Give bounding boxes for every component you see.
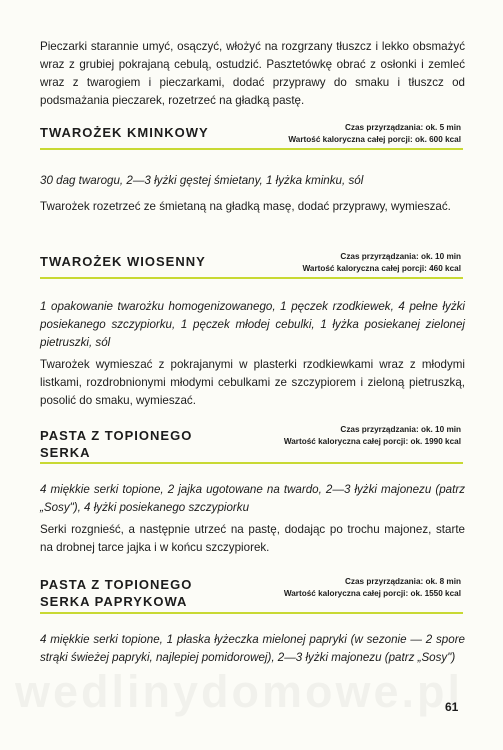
recipe-title-pasta-z-topionego-serka-paprykowa: [40, 576, 192, 610]
recipe-title-line: SERKA: [40, 445, 91, 460]
calories: Wartość kaloryczna całej porcji: ok. 1550 kcal: [283, 589, 461, 598]
ingredients: 4 miękkie serki topione, 2 jajka ugotowane na twardo, 2—3 łyżki majonezu (patrz „Sosy"), 4 łyżki posiekanego szczypiorku: [40, 483, 465, 514]
method: Serki rozgnieść, a następnie utrzeć na pastę, dodając po trochu majonez, starte na drobnej tarce jajka i w końcu szczypiorek.: [40, 523, 465, 554]
method: Twarożek rozetrzeć ze śmietaną na gładką masę, dodać przyprawy, wymieszać.: [40, 200, 451, 213]
recipe-title-line: PASTA Z TOPIONEGO: [40, 577, 193, 592]
ingredients: 30 dag twarogu, 2—3 łyżki gęstej śmietany, 1 łyżka kminku, sól: [40, 174, 364, 187]
calories: Wartość kaloryczna całej porcji: 460 kcal: [302, 264, 461, 273]
recipe-meta: [302, 251, 461, 275]
recipe-title-line: PASTA Z TOPIONEGO: [40, 428, 193, 443]
recipe-title-twarozek-kminkowy: TWAROŻEK KMINKOWY: [40, 125, 209, 140]
ingredients: 4 miękkie serki topione, 1 płaska łyżeczka mielonej papryki (w sezonie — 2 spore strąki świeżej papryki, najlepiej pomidorowej), 2—3 łyżki majonezu (patrz „Sosy"): [40, 633, 465, 664]
section-rule: [40, 612, 463, 614]
recipe-title-line: SERKA PAPRYKOWA: [40, 594, 188, 609]
section-rule: [40, 148, 463, 150]
recipe-meta: [284, 424, 461, 448]
section-rule: [40, 277, 463, 279]
prep-time: Czas przyrządzania: ok. 10 min: [340, 425, 461, 434]
intro-paragraph: Pieczarki starannie umyć, osączyć, włożyć na rozgrzany tłuszcz i lekko obsmażyć wraz z grubiej pokrajaną cebulą, ostudzić. Pasztetówkę obrać z osłonki i zemleć wraz z twarogiem i pieczarkami, dodać przyprawy do smaku i tłuszcz od podsmażania pieczarek, rozetrzeć na gładką pastę.: [40, 40, 465, 107]
recipe-meta: [288, 122, 461, 146]
section-rule: [40, 462, 463, 464]
prep-time: Czas przyrządzania: ok. 10 min: [340, 252, 461, 261]
recipe-meta: [284, 576, 461, 600]
calories: Wartość kaloryczna całej porcji: ok. 1990 kcal: [283, 437, 461, 446]
page-number: 61: [445, 700, 459, 714]
watermark: [15, 666, 495, 718]
method: Twarożek wymieszać z pokrajanymi w plasterki rzodkiewkami wraz z młodymi listkami, rozdrobnionymi młodymi cebulkami ze szczypiorem i zieloną pietruszką, posolić do smaku, wymieszać.: [40, 358, 465, 407]
ingredients: 1 opakowanie twarożku homogenizowanego, 1 pęczek rzodkiewek, 4 pełne łyżki posiekanego szczypiorku, 1 pęczek młodej cebulki, 1 łyżka posiekanej zielonej pietruszki, sól: [40, 300, 465, 349]
recipe-title-pasta-z-topionego-serka: [40, 427, 192, 461]
prep-time: Czas przyrządzania: ok. 5 min: [344, 123, 461, 132]
recipe-title-twarozek-wiosenny: TWAROŻEK WIOSENNY: [40, 254, 206, 269]
prep-time: Czas przyrządzania: ok. 8 min: [344, 577, 461, 586]
calories: Wartość kaloryczna całej porcji: ok. 600 kcal: [288, 135, 461, 144]
